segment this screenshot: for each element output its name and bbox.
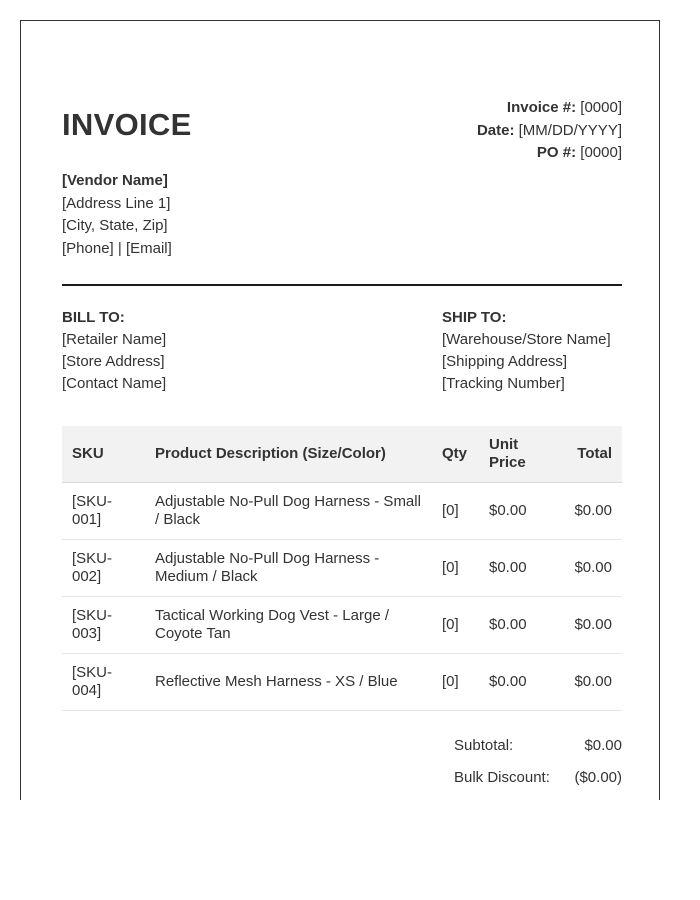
- invoice-number-value: [0000]: [580, 99, 622, 116]
- invoice-date-value: [MM/DD/YYYY]: [518, 121, 622, 139]
- header-sku: SKU: [62, 426, 145, 483]
- ship-to-line: [Warehouse/Store Name]: [442, 331, 611, 348]
- ship-to-block: [442, 307, 611, 395]
- cell-description: Reflective Mesh Harness - XS / Blue: [145, 654, 432, 711]
- cell-description: Adjustable No-Pull Dog Harness - Small / Black: [145, 483, 432, 540]
- cell-unit-price: $0.00: [479, 540, 562, 597]
- invoice-date-label: Date:: [476, 121, 515, 139]
- bill-to-block: [62, 307, 166, 395]
- cell-qty: [0]: [432, 540, 479, 597]
- totals-block: [454, 735, 622, 799]
- header-description: Product Description (Size/Color): [145, 426, 432, 483]
- invoice-number-line: [477, 97, 622, 120]
- subtotal-value: $0.00: [584, 737, 622, 754]
- line-items-table: [62, 426, 622, 711]
- subtotal-row: [454, 735, 622, 767]
- table-header-row: [62, 426, 622, 483]
- vendor-block: [62, 170, 172, 260]
- cell-unit-price: $0.00: [479, 654, 562, 711]
- cell-total: $0.00: [562, 540, 622, 597]
- invoice-title: INVOICE: [62, 107, 192, 142]
- vendor-contact: [Phone] | [Email]: [62, 239, 172, 257]
- table-row: [62, 540, 622, 597]
- po-number-value: [0000]: [580, 144, 622, 161]
- bill-to-line: [Contact Name]: [62, 375, 167, 392]
- invoice-meta: [477, 97, 622, 165]
- header-unit-price: Unit Price: [479, 426, 562, 483]
- bill-to-line: [Store Address]: [62, 353, 165, 370]
- bill-to-line: [Retailer Name]: [62, 331, 167, 348]
- cell-total: $0.00: [562, 483, 622, 540]
- cell-sku: [SKU-004]: [62, 654, 145, 711]
- invoice-sheet: [20, 20, 660, 800]
- bill-to-heading: BILL TO:: [62, 309, 125, 326]
- cell-qty: [0]: [432, 483, 479, 540]
- invoice-number-label: Invoice #:: [506, 99, 577, 116]
- table-row: [62, 654, 622, 711]
- header-total: Total: [562, 426, 622, 483]
- cell-total: $0.00: [562, 654, 622, 711]
- cell-description: Adjustable No-Pull Dog Harness - Medium / Black: [145, 540, 432, 597]
- cell-description: Tactical Working Dog Vest - Large / Coyote Tan: [145, 597, 432, 654]
- po-number-line: [477, 142, 622, 165]
- vendor-name: [Vendor Name]: [62, 172, 168, 189]
- vendor-address: [Address Line 1]: [62, 194, 171, 212]
- subtotal-label: Subtotal:: [454, 737, 514, 754]
- cell-sku: [SKU-001]: [62, 483, 145, 540]
- table-row: [62, 597, 622, 654]
- bulk-discount-row: [454, 767, 622, 799]
- po-number-label: PO #:: [536, 144, 577, 161]
- cell-unit-price: $0.00: [479, 597, 562, 654]
- cell-qty: [0]: [432, 597, 479, 654]
- cell-total: $0.00: [562, 597, 622, 654]
- vendor-city: [City, State, Zip]: [62, 217, 168, 234]
- header-qty: Qty: [432, 426, 479, 483]
- bulk-discount-value: ($0.00): [574, 769, 622, 786]
- bulk-discount-label: Bulk Discount:: [454, 769, 550, 786]
- invoice-date-line: [477, 120, 622, 143]
- header-divider: [62, 284, 622, 286]
- ship-to-line: [Shipping Address]: [442, 353, 568, 370]
- cell-sku: [SKU-003]: [62, 597, 145, 654]
- table-row: [62, 483, 622, 540]
- ship-to-line: [Tracking Number]: [442, 375, 565, 392]
- cell-qty: [0]: [432, 654, 479, 711]
- cell-unit-price: $0.00: [479, 483, 562, 540]
- cell-sku: [SKU-002]: [62, 540, 145, 597]
- ship-to-heading: SHIP TO:: [442, 309, 507, 326]
